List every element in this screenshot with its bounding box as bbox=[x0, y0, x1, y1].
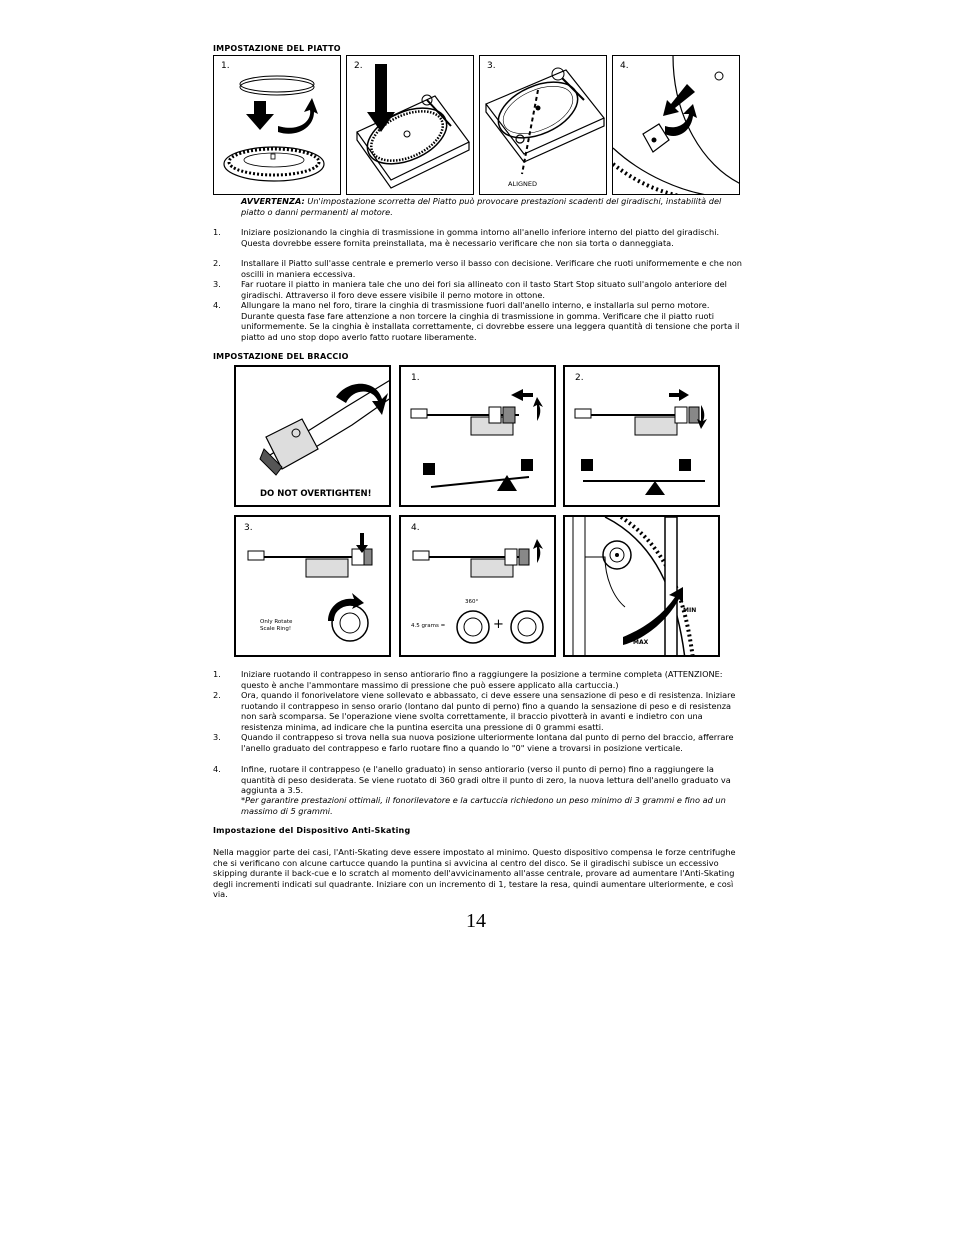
platter-heading: IMPOSTAZIONE DEL PIATTO bbox=[213, 44, 341, 53]
only-rotate-label bbox=[260, 619, 292, 633]
antiskate-dial-illustration bbox=[565, 517, 720, 657]
aligned-label: ALIGNED bbox=[508, 180, 537, 188]
figure-number: 4. bbox=[620, 61, 629, 71]
step-text: Infine, ruotare il contrappeso (e l'anello graduato) in senso antiorario (verso il punto di perno) fino a raggiungere la quantità di peso desiderata. Se viene ruotato di 360 gradi oltre il punto di zero, la nuova lettura dell'anello graduato va aggiunta a 3.5. bbox=[241, 764, 731, 795]
tonearm-steps-list bbox=[213, 669, 743, 817]
figure-number: 4. bbox=[411, 523, 420, 533]
max-label: MAX bbox=[633, 639, 649, 646]
antiskate-paragraph: Nella maggior parte dei casi, l'Anti-Skating deve essere impostato al minimo. Questo dispositivo compensa le forze centrifughe che si verificano con alcune cartucce quando la puntina si avvicina al centro del disco. Se il giradischi subisce un eccessivo skipping durante il back-cue e lo scratch al momento dell'avvicinamento all'asse centrale, provare ad aumentare l'Anti-Skating degli incrementi indicati sul quadrante. Iniziare con un incremento di 1, testare la resa, quindi aumentare ulteriormente, e così via. bbox=[213, 847, 736, 899]
step-text: Iniziare posizionando la cinghia di trasmissione in gomma intorno all'anello inferiore interno del piatto del giradischi. Questa dovrebbe essere fornita preinstallata, ma è necessario verificare che non sia torta o danneggiata. bbox=[241, 227, 720, 248]
turntable-press-illustration bbox=[347, 56, 474, 195]
scale-ring-zero-illustration bbox=[236, 517, 391, 657]
warning-text: Un'impostazione scorretta del Piatto può provocare prestazioni scadenti del giradischi, instabilità del piatto o danni permanenti al motore. bbox=[241, 196, 722, 217]
tonearm-figure-4 bbox=[399, 515, 556, 657]
platter-figure-3 bbox=[479, 55, 607, 195]
antiskate-figure bbox=[563, 515, 720, 657]
tonearm-figure-3 bbox=[234, 515, 391, 657]
step-number: 2. bbox=[213, 690, 221, 700]
grams-label: 4.5 grams = bbox=[411, 623, 446, 629]
figure-number: 1. bbox=[411, 373, 420, 383]
step-number: 3. bbox=[213, 732, 221, 742]
min-label: MIN bbox=[683, 607, 697, 614]
platter-figure-4 bbox=[612, 55, 740, 195]
step-number: 4. bbox=[213, 300, 221, 310]
step-text: Allungare la mano nel foro, tirare la cinghia di trasmissione fuori dall'anello interno, e installarla sul perno motore. Durante questa fase fare attenzione a non torcere la cinghia di trasmissione in gomma. Verificare che il piatto ruoti uniformemente. Se la cinghia è installata correttamente, ci dovrebbe essere una leggera quantità di tensione che porta il piatto ad uno stop dopo averlo fatto ruotare liberamente. bbox=[241, 300, 740, 342]
balance-heavy-front-illustration bbox=[401, 367, 556, 507]
step-text: Far ruotare il piatto in maniera tale che uno dei fori sia allineato con il tasto Start Stop situato sull'angolo anteriore del giradischi. Attraverso il foro deve essere visibile il perno motore in ottone. bbox=[241, 279, 727, 300]
step-text: Ora, quando il fonorivelatore viene sollevato e abbassato, ci deve essere una sensazione di peso e di resistenza. Iniziare ruotando il contrappeso in senso orario (lontano dal punto di perno) fino a quando la sensazione di peso e di resistenza non sarà scomparsa. Se l'operazione viene svolta correttamente, il braccio pivotterà in avanti e indietro con una resistenza minima, ad indicare che la puntina esercita una pressione di 0 grammi esatti. bbox=[241, 690, 736, 732]
figure-number: 3. bbox=[244, 523, 253, 533]
degrees-label: 360° bbox=[465, 599, 479, 605]
only-rotate-line2: Scale Ring! bbox=[260, 626, 292, 632]
warning-label: AVVERTENZA: bbox=[241, 196, 305, 206]
platter-figure-1 bbox=[213, 55, 341, 195]
step-number: 2. bbox=[213, 258, 221, 268]
do-not-overtighten-label: DO NOT OVERTIGHTEN! bbox=[260, 489, 372, 499]
aligned-hole-illustration bbox=[480, 56, 607, 195]
step-text: Installare il Piatto sull'asse centrale e premerlo verso il basso con decisione. Verificare che ruoti uniformemente e che non oscilli in maniera eccessiva. bbox=[241, 258, 742, 279]
platter-figure-2 bbox=[346, 55, 474, 195]
step-text: Iniziare ruotando il contrappeso in senso antiorario fino a raggiungere la posizione a termine completa (ATTENZIONE: questo è anche l'ammontare massimo di pressione che può essere applicato alla cartuccia.) bbox=[241, 669, 723, 690]
tonearm-figure-2 bbox=[563, 365, 720, 507]
step-number: 3. bbox=[213, 279, 221, 289]
tonearm-figure-1 bbox=[399, 365, 556, 507]
figure-number: 3. bbox=[487, 61, 496, 71]
figure-number: 2. bbox=[354, 61, 363, 71]
step-number: 1. bbox=[213, 669, 221, 679]
only-rotate-line1: Only Rotate bbox=[260, 619, 293, 625]
antiskate-heading: Impostazione del Dispositivo Anti-Skating bbox=[213, 826, 411, 835]
headshell-illustration bbox=[236, 367, 391, 507]
page-number: 14 bbox=[466, 910, 486, 932]
weight-note: *Per garantire prestazioni ottimali, il fonorilevatore e la cartuccia richiedono un peso minimo di 3 grammi e fino ad un massimo di 5 grammi. bbox=[241, 795, 726, 816]
plus-sign: + bbox=[493, 617, 504, 632]
step-number: 4. bbox=[213, 764, 221, 774]
figure-number: 1. bbox=[221, 61, 230, 71]
headshell-figure bbox=[234, 365, 391, 507]
step-number: 1. bbox=[213, 227, 221, 237]
balance-level-illustration bbox=[565, 367, 720, 507]
platter-install-illustration bbox=[214, 56, 341, 195]
platter-warning bbox=[241, 196, 741, 217]
platter-steps-list bbox=[213, 227, 743, 342]
belt-motor-illustration bbox=[613, 56, 740, 195]
set-weight-illustration bbox=[401, 517, 556, 657]
step-text: Quando il contrappeso si trova nella sua nuova posizione ulteriormente lontana dal punto di perno del braccio, afferrare l'anello graduato del contrappeso e farlo ruotare fino a quando lo "0" viene a trovarsi in posizione verticale. bbox=[241, 732, 734, 753]
tonearm-heading: IMPOSTAZIONE DEL BRACCIO bbox=[213, 352, 349, 361]
figure-number: 2. bbox=[575, 373, 584, 383]
